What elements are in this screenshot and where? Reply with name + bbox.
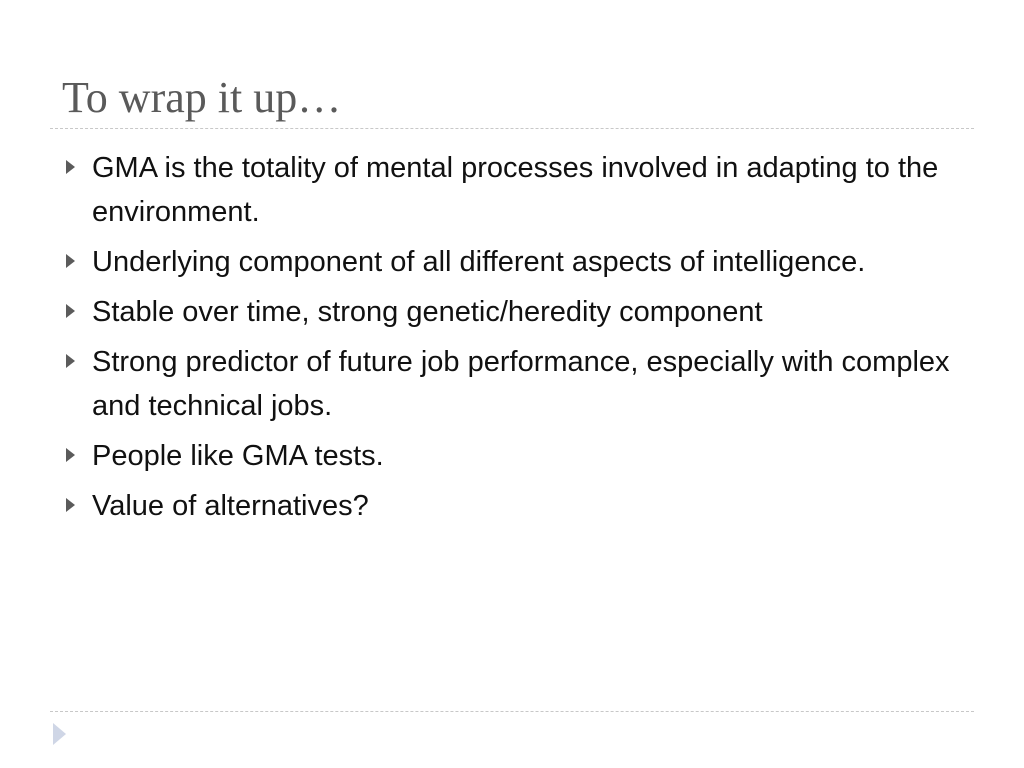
bullet-item <box>62 240 952 284</box>
bullet-text: GMA is the totality of mental processes involved in adapting to the environment. <box>92 152 939 228</box>
bullet-text: Value of alternatives? <box>92 490 369 522</box>
title-divider <box>50 128 974 129</box>
triangle-right-icon <box>66 254 75 268</box>
slide-title: To wrap it up… <box>62 73 342 122</box>
bullet-item <box>62 340 952 428</box>
triangle-right-icon <box>66 498 75 512</box>
bullet-text: Stable over time, strong genetic/heredity component <box>92 296 763 328</box>
bullet-text: Strong predictor of future job performance, especially with complex and technical jobs. <box>92 346 950 422</box>
bullet-item <box>62 484 952 528</box>
footer-divider <box>50 711 974 712</box>
bullet-item <box>62 290 952 334</box>
bullet-item <box>62 146 952 234</box>
triangle-right-icon <box>66 304 75 318</box>
bullet-list <box>62 146 952 534</box>
bullet-text: Underlying component of all different aspects of intelligence. <box>92 246 866 278</box>
bullet-text: People like GMA tests. <box>92 440 384 472</box>
triangle-right-icon <box>66 354 75 368</box>
triangle-right-icon <box>66 160 75 174</box>
nav-arrow-icon[interactable] <box>53 723 66 745</box>
triangle-right-icon <box>66 448 75 462</box>
bullet-item <box>62 434 952 478</box>
